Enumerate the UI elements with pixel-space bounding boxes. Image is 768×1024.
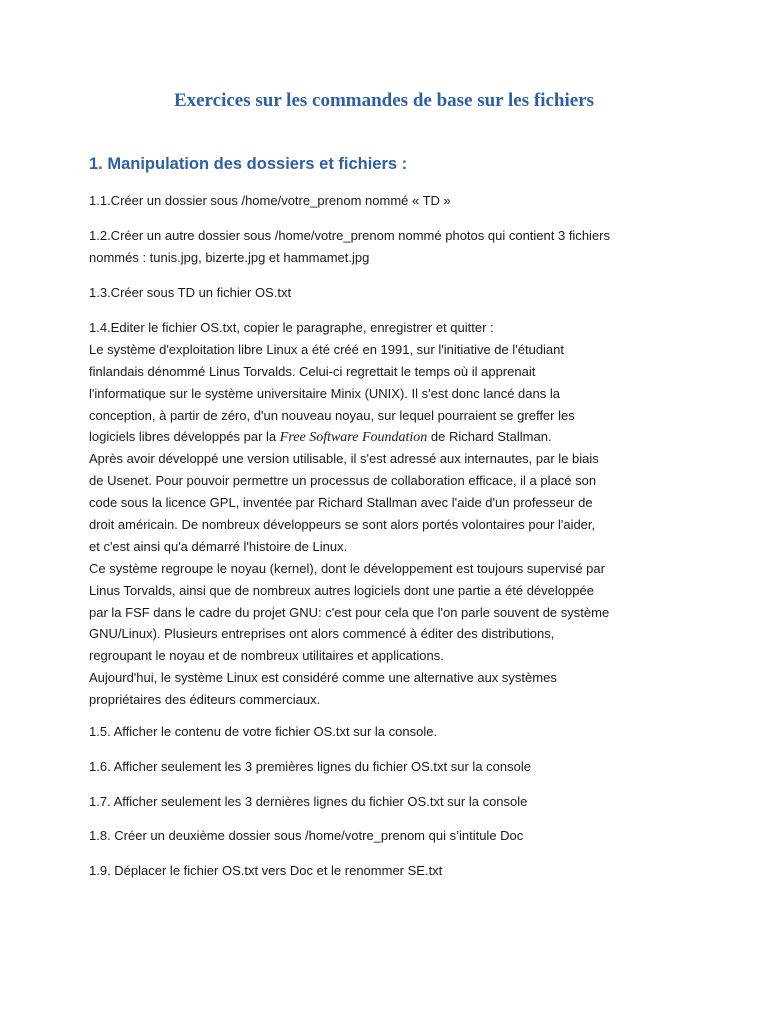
paragraph-line-5-start: logiciels libres développés par la: [89, 429, 280, 445]
exercise-1-6-text: 1.6. Afficher seulement les 3 premières lignes du fichier OS.txt sur la console: [89, 759, 531, 774]
paragraph-line-14: GNU/Linux). Plusieurs entreprises ont alors commencé à éditer des distributions,: [89, 626, 555, 642]
paragraph-line-16: Aujourd'hui, le système Linux est considéré comme une alternative aux systèmes: [89, 670, 557, 686]
exercise-1-8: [89, 825, 689, 847]
exercise-1-2: [89, 225, 689, 269]
exercise-1-9: [89, 860, 689, 882]
paragraph-line-13: par la FSF dans le cadre du projet GNU: c'est pour cela que l'on parle souvent de système: [89, 604, 610, 620]
exercise-1-4-intro: 1.4.Editer le fichier OS.txt, copier le paragraphe, enregistrer et quitter :: [89, 320, 494, 335]
paragraph-line-6: Après avoir développé une version utilisable, il s'est adressé aux internautes, par le biais: [89, 451, 599, 467]
section-heading: 1. Manipulation des dossiers et fichiers :: [89, 155, 408, 173]
paragraph-line-12: Linus Torvalds, ainsi que de nombreux autres logiciels dont une partie a été développée: [89, 582, 594, 598]
exercise-1-1-text: 1.1.Créer un dossier sous /home/votre_prenom nommé « TD »: [89, 193, 451, 208]
exercise-1-2-line-1: 1.2.Créer un autre dossier sous /home/votre_prenom nommé photos qui contient 3 fichiers: [89, 228, 610, 243]
exercise-1-3-text: 1.3.Créer sous TD un fichier OS.txt: [89, 285, 292, 300]
paragraph-line-9: droit américain. De nombreux développeurs se sont alors portés volontaires pour l'aider,: [89, 517, 596, 533]
exercise-1-7: [89, 791, 689, 813]
paragraph-line-1: Le système d'exploitation libre Linux a été créé en 1991, sur l'initiative de l'étudiant: [89, 341, 565, 357]
exercise-1-8-text: 1.8. Créer un deuxième dossier sous /home/votre_prenom qui s’intitule Doc: [89, 828, 524, 843]
paragraph-line-17: propriétaires des éditeurs commerciaux.: [89, 692, 321, 708]
fsf-name: Free Software Foundation: [279, 430, 428, 446]
exercise-1-2-line-2: nommés : tunis.jpg, bizerte.jpg et hammamet.jpg: [89, 249, 370, 265]
exercise-1-5: [89, 721, 689, 743]
exercise-1-3: [89, 282, 689, 304]
paragraph-line-4: conception, à partir de zéro, d'un nouveau noyau, sur lequel pourraient se greffer les: [89, 407, 575, 423]
document-title: Exercices sur les commandes de base sur les fichiers: [173, 90, 595, 111]
exercise-1-7-text: 1.7. Afficher seulement les 3 dernières lignes du fichier OS.txt sur la console: [89, 794, 528, 809]
paragraph-line-5: [89, 426, 689, 448]
paragraph-line-7: de Usenet. Pour pouvoir permettre un processus de collaboration efficace, il a placé son: [89, 473, 597, 489]
exercise-1-5-text: 1.5. Afficher le contenu de votre fichier OS.txt sur la console.: [89, 724, 438, 739]
paragraph-line-8: code sous la licence GPL, inventée par Richard Stallman avec l'aide d'un professeur de: [89, 495, 593, 511]
exercise-1-1: [89, 190, 689, 212]
paragraph-line-10: et c'est ainsi qu'a démarré l'histoire de Linux.: [89, 538, 348, 554]
paragraph-line-15: regroupant le noyau et de nombreux utilitaires et applications.: [89, 648, 444, 664]
exercise-1-9-text: 1.9. Déplacer le fichier OS.txt vers Doc et le renommer SE.txt: [89, 863, 443, 878]
paragraph-line-2: finlandais dénommé Linus Torvalds. Celui-ci regrettait le temps où il apprenait: [89, 363, 536, 379]
paragraph-line-5-end: de Richard Stallman.: [427, 429, 552, 445]
exercise-1-6: [89, 756, 689, 778]
paragraph-line-11: Ce système regroupe le noyau (kernel), dont le développement est toujours supervisé par: [89, 560, 605, 576]
exercise-1-4: [89, 317, 689, 711]
paragraph-line-3: l'informatique sur le système universitaire Minix (UNIX). Il s'est donc lancé dans la: [89, 385, 560, 401]
